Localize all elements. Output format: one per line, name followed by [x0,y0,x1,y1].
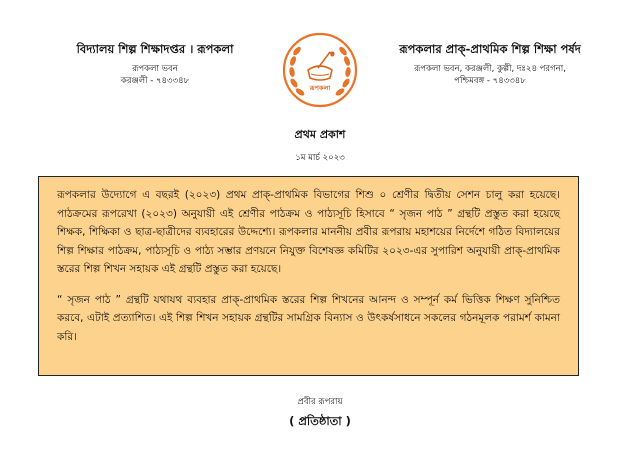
logo-text: রূপকলা [309,84,331,92]
logo-inkpot-icon [308,52,335,81]
header-right-address: রূপকলা ভবন, করঞ্জলী, কুল্পী, দঃ২৪ পরগনা, [414,64,566,74]
header-left-title: বিদ্যালয় শিল্প শিক্ষাদপ্তর । রূপকলা [76,42,234,56]
signatory-name: প্রবীর রূপরায় [297,397,343,407]
notice-box [38,176,579,376]
header-left-pin: করঞ্জলী - ৭৪৩৩৪৮ [120,76,190,86]
logo-ring [284,34,356,106]
rupkala-logo [278,28,362,112]
edition-label: প্রথম প্রকাশ [294,128,346,141]
header-right-pin: পশ্চিমবঙ্গ - ৭৪৩৩৪৮ [454,76,526,86]
notice-paragraph-2: “ সৃজন পাঠ ” গ্রন্থটি যথাযথ ব্যবহার প্রাক্-প্রাথমিক স্তরের শিল্প শিখনের আনন্দ ও সম্পূর্ন কর্ম ভিত্তিক শিক্ষণ সুনিশ্চিত করবে, এটাই প্রত্যাশিত। এই শিল্প শিখন সহায়ক গ্রন্থটির সামগ্রিক বিন্যাস ও উৎকর্ষসাধনে সকলের গঠনমূলক পরামর্শ কামনা করি। [57,293,560,343]
publication-date: ১ম মার্চ ২০২৩ [295,153,345,163]
header-left-address: রূপকলা ভবন [132,64,178,74]
header-right-title: রূপকলার প্রাক্-প্রাথমিক শিল্প শিক্ষা পর্ষদ [399,42,581,56]
header-right [365,42,615,87]
logo-laurel-left [289,45,306,96]
signatory-role: ( প্রতিষ্ঠাতা ) [289,414,351,428]
header-left [40,42,270,87]
notice-paragraph-1: রূপকলার উদ্যোগে এ বছরই (২০২৩) প্রথম প্রাক্-প্রাথমিক বিভাগের শিশু ০ শ্রেণীর দ্বিতীয় সেশন চালু করা হয়েছে। পাঠক্রমের রূপরেখা (২০২৩) অনুযায়ী এই শ্রেণীর পাঠক্রম ও পাঠ্যসূচি হিসাবে “ সৃজন পাঠ ” গ্রন্থটি প্রস্তুত করা হয়েছে শিক্ষক, শিক্ষিকা ও ছাত্র-ছাত্রীদের ব্যবহারের উদ্দেশ্যে। রূপকলার মাননীয় প্রবীর রূপরায় মহাশয়ের নির্দেশে গঠিত বিদ্যালয়ের শিল্প শিক্ষার পাঠক্রম, পাঠ্যসূচি ও পাঠ্য সম্ভার প্রণয়নে নিযুক্ত বিশেষজ্ঞ কমিটির ২০২৩-এর সুপারিশ অনুযায়ী প্রাক্-প্রাথমিক স্তরের শিল্প শিখন সহায়ক এই গ্রন্থটি প্রস্তুত করা হয়েছে। [57,189,560,275]
logo-laurel-right [334,45,351,96]
